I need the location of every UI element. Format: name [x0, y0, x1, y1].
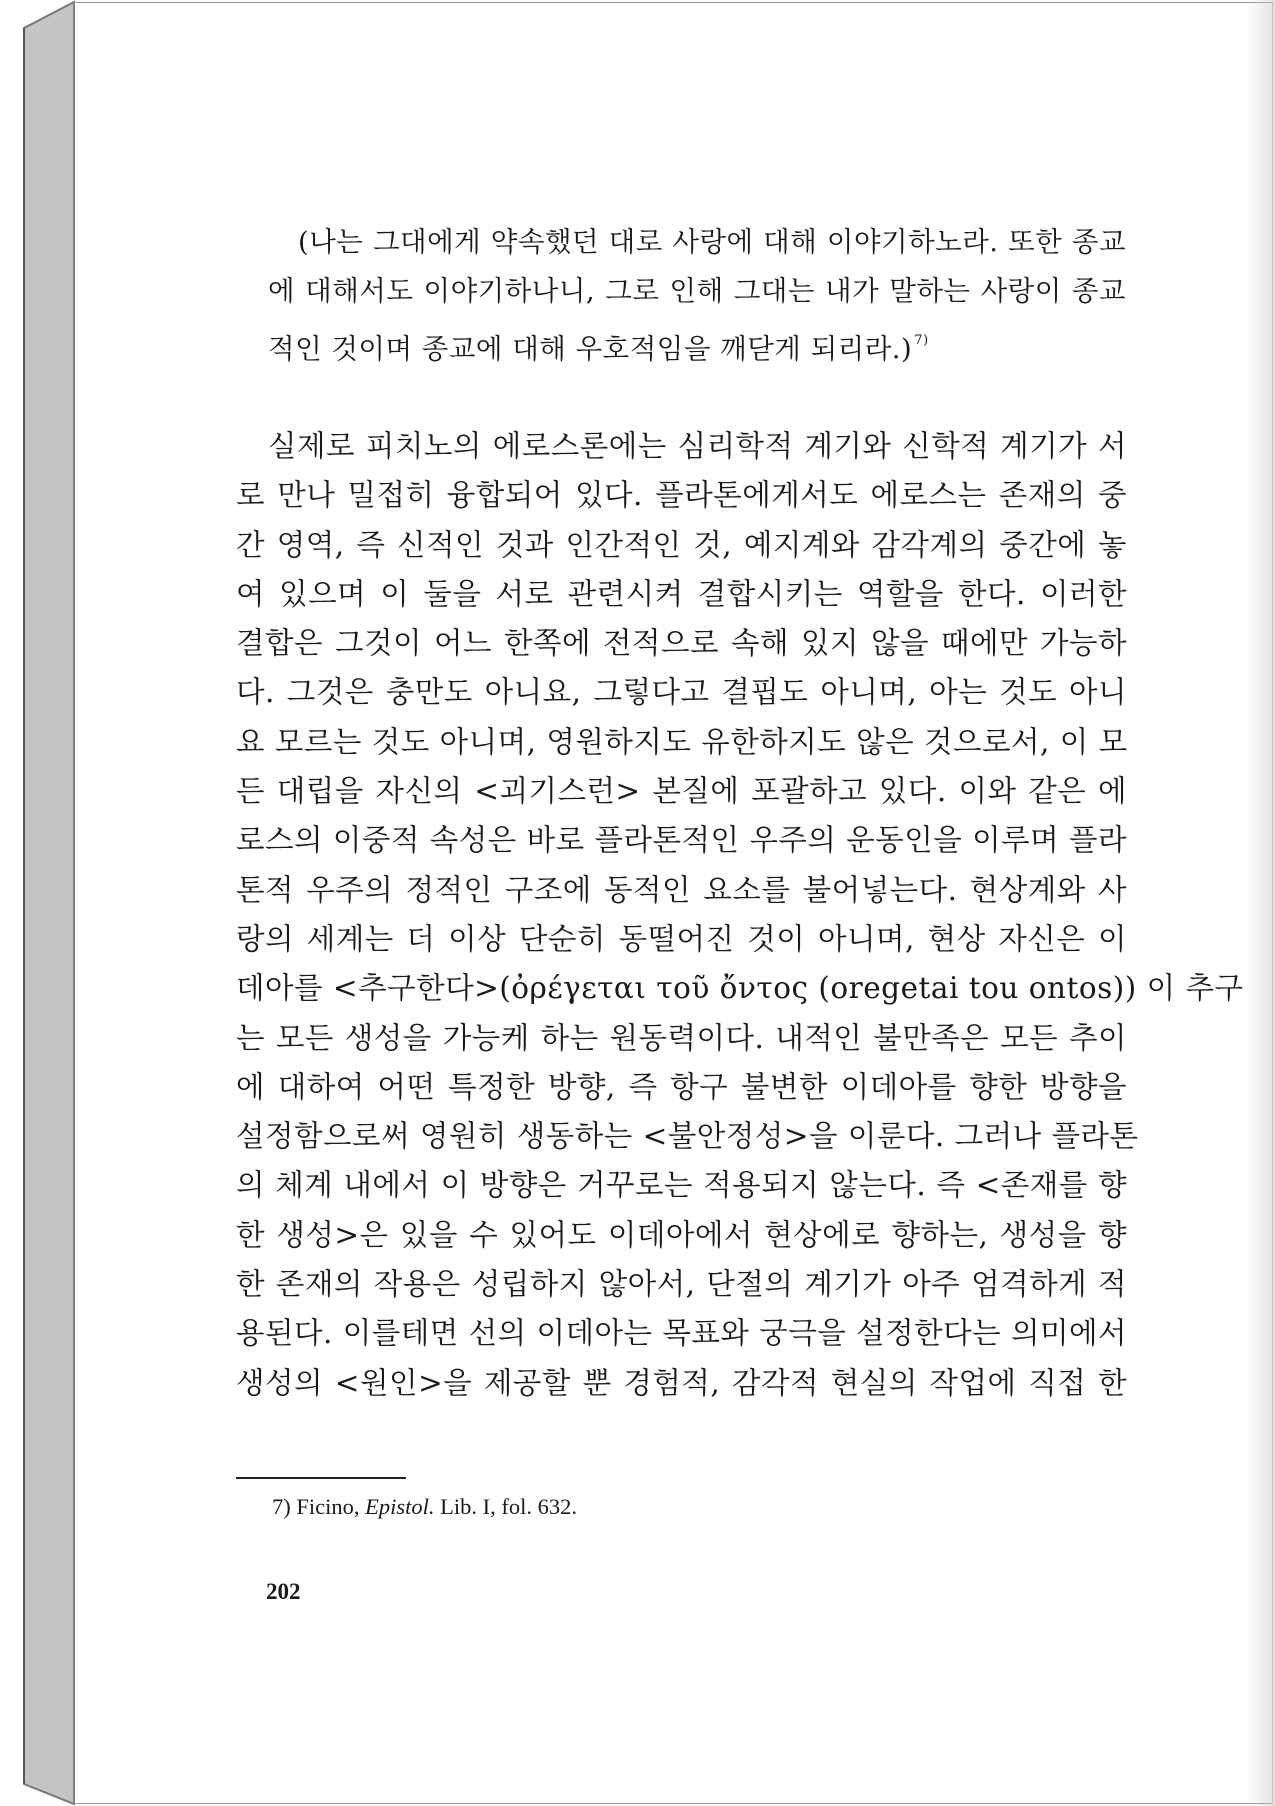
body-line: 톤적 우주의 정적인 구조에 동적인 요소를 불어넣는다. 현상계와 사 [236, 872, 1127, 907]
body-line: 는 모든 생성을 가능케 하는 원동력이다. 내적인 불만족은 모든 추이 [236, 1020, 1127, 1055]
body-line: 에 대하여 어떤 특정한 방향, 즉 항구 불변한 이데아를 향한 방향을 [236, 1069, 1127, 1104]
body-line: 요 모르는 것도 아니며, 영원하지도 유한하지도 않은 것으로서, 이 모 [236, 724, 1128, 759]
body-line: 랑의 세계는 더 이상 단순히 동떨어진 것이 아니며, 현상 자신은 이 [236, 921, 1127, 956]
quote-line-text: 적인 것이며 종교에 대해 우호적임을 깨닫게 되리라.) [268, 333, 913, 365]
body-line: 다. 그것은 충만도 아니요, 그렇다고 결핍도 아니며, 아는 것도 아니 [236, 675, 1127, 710]
body-line: 데아를 <추구한다>(ὀρέγεται τοῦ ὄντος (oregetai tou ontos)) 이 추구 [236, 971, 1244, 1006]
footnote-citation: Lib. I, fol. 632. [440, 1494, 578, 1519]
body-line: 생성의 <원인>을 제공할 뿐 경험적, 감각적 현실의 작업에 직접 한 [236, 1365, 1127, 1400]
body-line: 로 만나 밀접히 융합되어 있다. 플라톤에게서도 에로스는 존재의 중 [236, 478, 1127, 513]
body-paragraph [236, 422, 1244, 1408]
footnote-author: Ficino, [296, 1494, 360, 1519]
body-line: 실제로 피치노의 에로스론에는 심리학적 계기와 신학적 계기가 서 [268, 429, 1127, 463]
quote-line: (나는 그대에게 약속했던 대로 사랑에 대해 이야기하노라. 또한 종교 [298, 226, 1126, 258]
quote-line: 에 대해서도 이야기하나니, 그로 인해 그대는 내가 말하는 사랑이 종교 [268, 275, 1126, 307]
body-line: 결합은 그것이 어느 한쪽에 전적으로 속해 있지 않을 때에만 가능하 [236, 626, 1127, 661]
book-edge [0, 0, 76, 1806]
page-number: 202 [266, 1579, 301, 1604]
body-line: 간 영역, 즉 신적인 것과 인간적인 것, 예지계와 감각계의 중간에 놓 [236, 527, 1127, 562]
footnote-divider [236, 1477, 406, 1479]
footnote [272, 1494, 577, 1520]
block-quote [268, 218, 1126, 374]
footnote-reference: 7) [914, 333, 929, 348]
body-line: 한 존재의 작용은 성립하지 않아서, 단절의 계기가 아주 엄격하게 적 [236, 1267, 1127, 1302]
body-line: 여 있으며 이 둘을 서로 관련시켜 결합시키는 역할을 한다. 이러한 [236, 576, 1127, 611]
body-line: 한 생성>은 있을 수 있어도 이데아에서 현상에로 향하는, 생성을 향 [236, 1217, 1127, 1252]
body-line: 로스의 이중적 속성은 바로 플라톤적인 우주의 운동인을 이루며 플라 [236, 823, 1127, 858]
body-line: 용된다. 이를테면 선의 이데아는 목표와 궁극을 설정한다는 의미에서 [236, 1316, 1127, 1351]
body-line: 의 체계 내에서 이 방향은 거꾸로는 적용되지 않는다. 즉 <존재를 향 [236, 1168, 1127, 1203]
page-shadow [1247, 0, 1275, 1806]
footnote-number: 7) [272, 1494, 291, 1519]
body-line: 든 대립을 자신의 <괴기스런> 본질에 포괄하고 있다. 이와 같은 에 [236, 774, 1127, 809]
body-line: 설정함으로써 영원히 생동하는 <불안정성>을 이룬다. 그러나 플라톤 [236, 1119, 1139, 1154]
footnote-work: Epistol. [365, 1494, 435, 1519]
quote-line [268, 316, 1126, 374]
